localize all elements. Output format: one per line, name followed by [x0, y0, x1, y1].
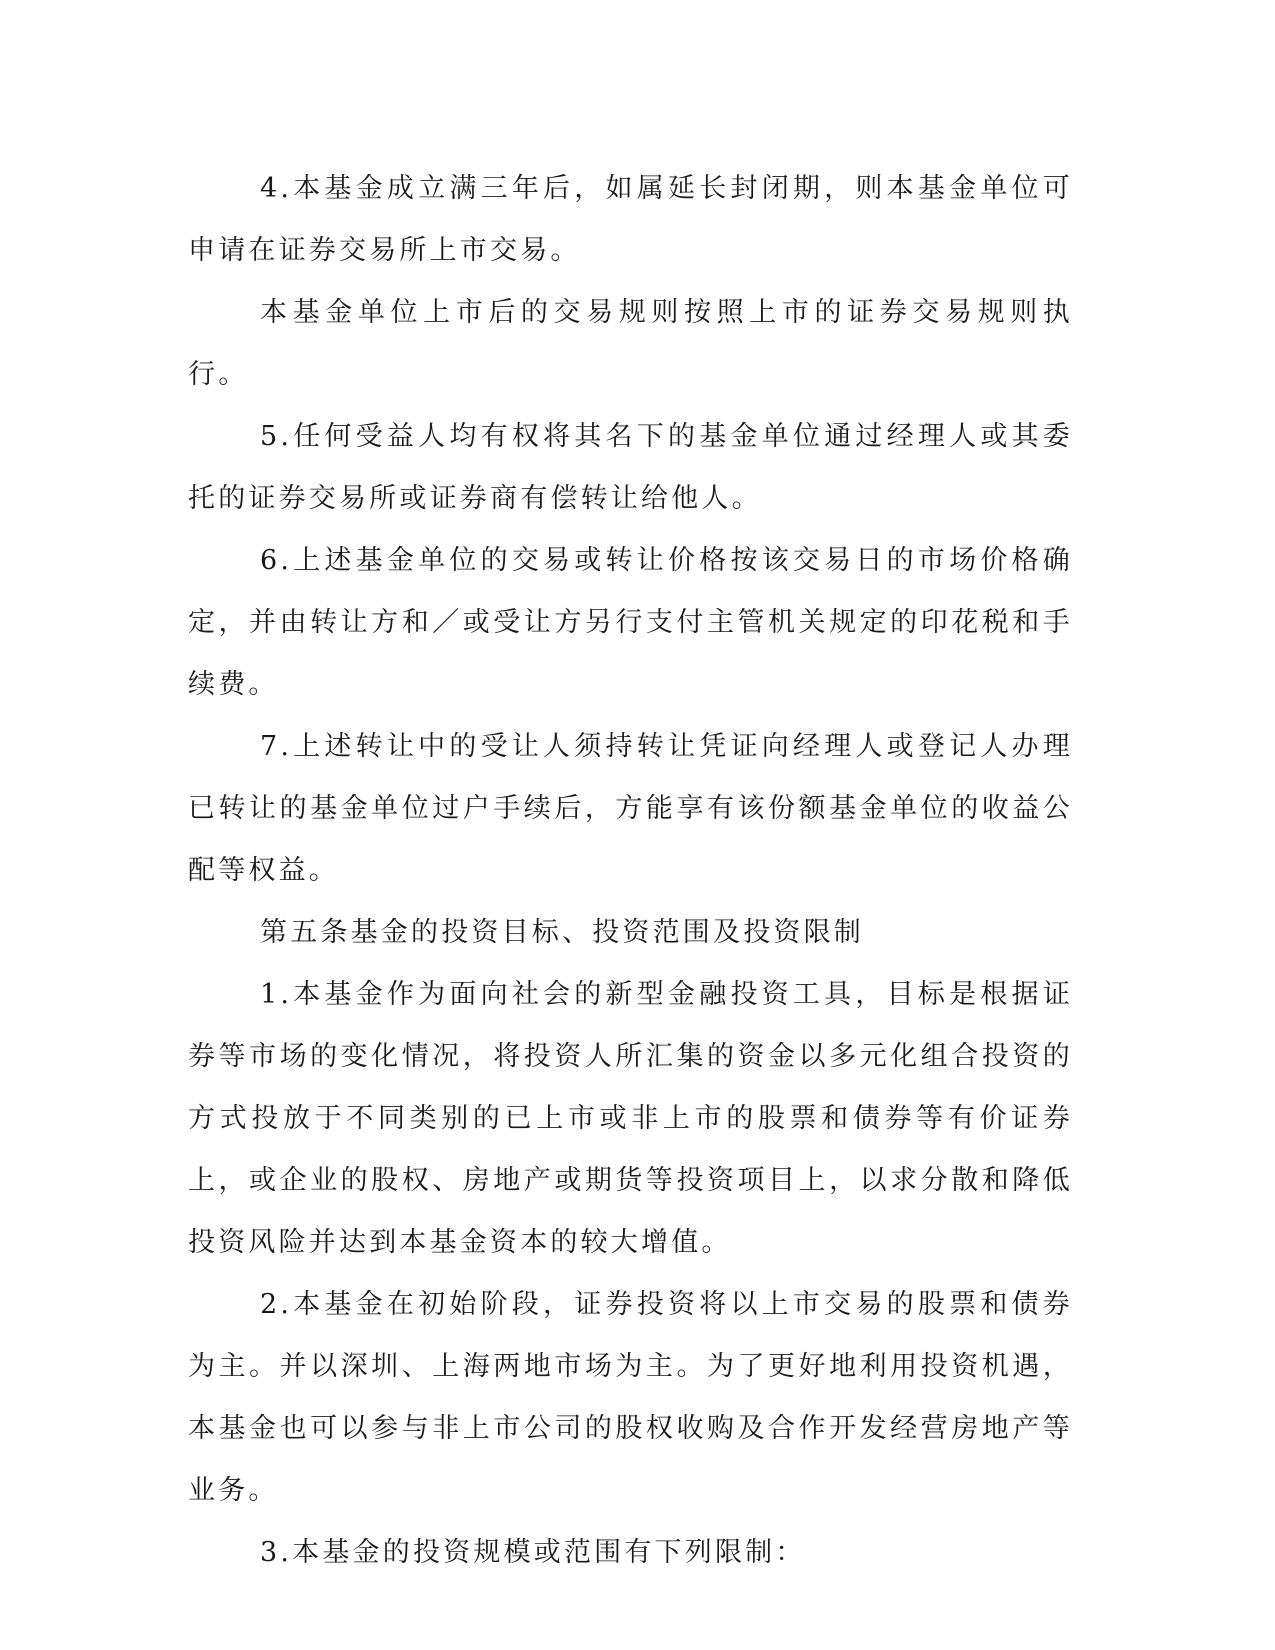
document-body: [188, 158, 1073, 1584]
paragraph-listing-eligibility: 4.本基金成立满三年后，如属延长封闭期，则本基金单位可申请在证券交易所上市交易。: [188, 173, 1073, 266]
paragraph-initial-investment: 2.本基金在初始阶段，证券投资将以上市交易的股票和债券为主。并以深圳、上海两地市场为主。为了更好地利用投资机遇，本基金也可以参与非上市公司的股权收购及合作开发经营房地产等业务。: [188, 1289, 1073, 1506]
paragraph-transfer-price: 6.上述基金单位的交易或转让价格按该交易日的市场价格确定，并由转让方和／或受让方另行支付主管机关规定的印花税和手续费。: [188, 545, 1073, 700]
paragraph-investment-objective: 1.本基金作为面向社会的新型金融投资工具，目标是根据证券等市场的变化情况，将投资人所汇集的资金以多元化组合投资的方式投放于不同类别的已上市或非上市的股票和债券等有价证券上，或企业的股权、房地产或期货等投资项目上，以求分散和降低投资风险并达到本基金资本的较大增值。: [188, 979, 1073, 1258]
section-heading-article-5: 第五条基金的投资目标、投资范围及投资限制: [260, 917, 864, 948]
paragraph-trading-rules: 本基金单位上市后的交易规则按照上市的证券交易规则执行。: [188, 297, 1073, 390]
paragraph-transfer-right: 5.任何受益人均有权将其名下的基金单位通过经理人或其委托的证券交易所或证券商有偿转让给他人。: [188, 421, 1073, 514]
paragraph-investment-limits: 3.本基金的投资规模或范围有下列限制：: [260, 1537, 806, 1568]
paragraph-transfer-registration: 7.上述转让中的受让人须持转让凭证向经理人或登记人办理已转让的基金单位过户手续后，方能享有该份额基金单位的收益公配等权益。: [188, 731, 1073, 886]
